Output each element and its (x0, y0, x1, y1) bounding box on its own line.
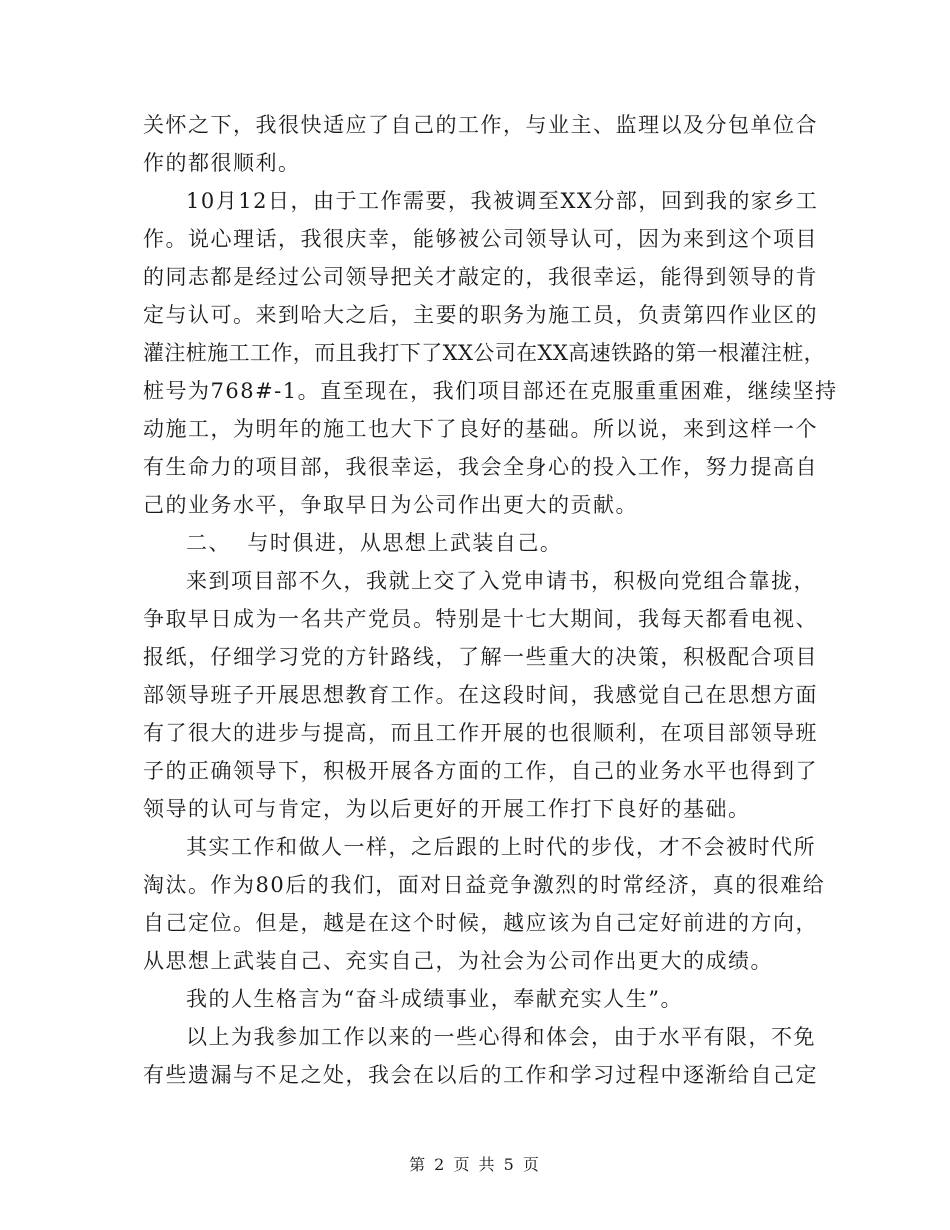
body-text-line: 以上为我参加工作以来的一些心得和体会，由于水平有限，不免 (186, 1025, 816, 1049)
body-text-line: 有些遗漏与不足之处，我会在以后的工作和学习过程中逐渐给自己定 (143, 1063, 818, 1087)
body-text-line: 桩号为768#-1。直至现在，我们项目部还在克服重重困难，继续坚持 (143, 379, 838, 403)
body-text-line: 来到项目部不久，我就上交了入党申请书，积极向党组合靠拢， (186, 569, 816, 593)
body-text-line: 己的业务水平，争取早日为公司作出更大的贡献。 (143, 493, 638, 517)
body-text-line: 从思想上武装自己、充实自己，为社会为公司作出更大的成绩。 (143, 949, 773, 973)
body-text-line: 定与认可。来到哈大之后，主要的职务为施工员，负责第四作业区的 (143, 303, 818, 327)
page-number: 第 2 页 共 5 页 (409, 1155, 541, 1174)
body-text-line: 我的人生格言为“奋斗成绩事业，奉献充实人生”。 (186, 987, 683, 1011)
body-text-line: 作的都很顺利。 (143, 151, 301, 175)
body-text-line: 动施工，为明年的施工也大下了良好的基础。所以说，来到这样一个 (143, 417, 818, 441)
body-text-line: 部领导班子开展思想教育工作。在这段时间，我感觉自己在思想方面 (143, 683, 818, 707)
body-text-line: 关怀之下，我很快适应了自己的工作，与业主、监理以及分包单位合 (143, 113, 818, 137)
body-text-line: 自己定位。但是，越是在这个时候，越应该为自己定好前进的方向， (143, 911, 818, 935)
body-text-line: 作。说心理话，我很庆幸，能够被公司领导认可，因为来到这个项目 (143, 227, 818, 251)
body-text-line: 子的正确领导下，积极开展各方面的工作，自己的业务水平也得到了 (143, 759, 818, 783)
body-text-line: 争取早日成为一名共产党员。特别是十七大期间，我每天都看电视、 (143, 607, 818, 631)
body-text-line: 报纸，仔细学习党的方针路线，了解一些重大的决策，积极配合项目 (143, 645, 818, 669)
body-text-line: 的同志都是经过公司领导把关才敲定的，我很幸运，能得到领导的肯 (143, 265, 818, 289)
body-text-line: 有了很大的进步与提高，而且工作开展的也很顺利，在项目部领导班 (143, 721, 818, 745)
section-heading: 二、 与时俱进，从思想上武装自己。 (186, 531, 563, 555)
body-text-line: 淘汰。作为80后的我们，面对日益竞争激烈的时常经济，真的很难给 (143, 873, 826, 897)
body-text-line: 其实工作和做人一样，之后跟的上时代的步伐，才不会被时代所 (186, 835, 816, 859)
body-text-line: 领导的认可与肯定，为以后更好的开展工作打下良好的基础。 (143, 797, 751, 821)
body-text-line: 有生命力的项目部，我很幸运，我会全身心的投入工作，努力提高自 (143, 455, 818, 479)
body-text-line: 10月12日，由于工作需要，我被调至XX分部，回到我的家乡工 (186, 189, 819, 213)
body-text-line: 灌注桩施工工作，而且我打下了XX公司在XX高速铁路的第一根灌注桩， (143, 341, 825, 365)
